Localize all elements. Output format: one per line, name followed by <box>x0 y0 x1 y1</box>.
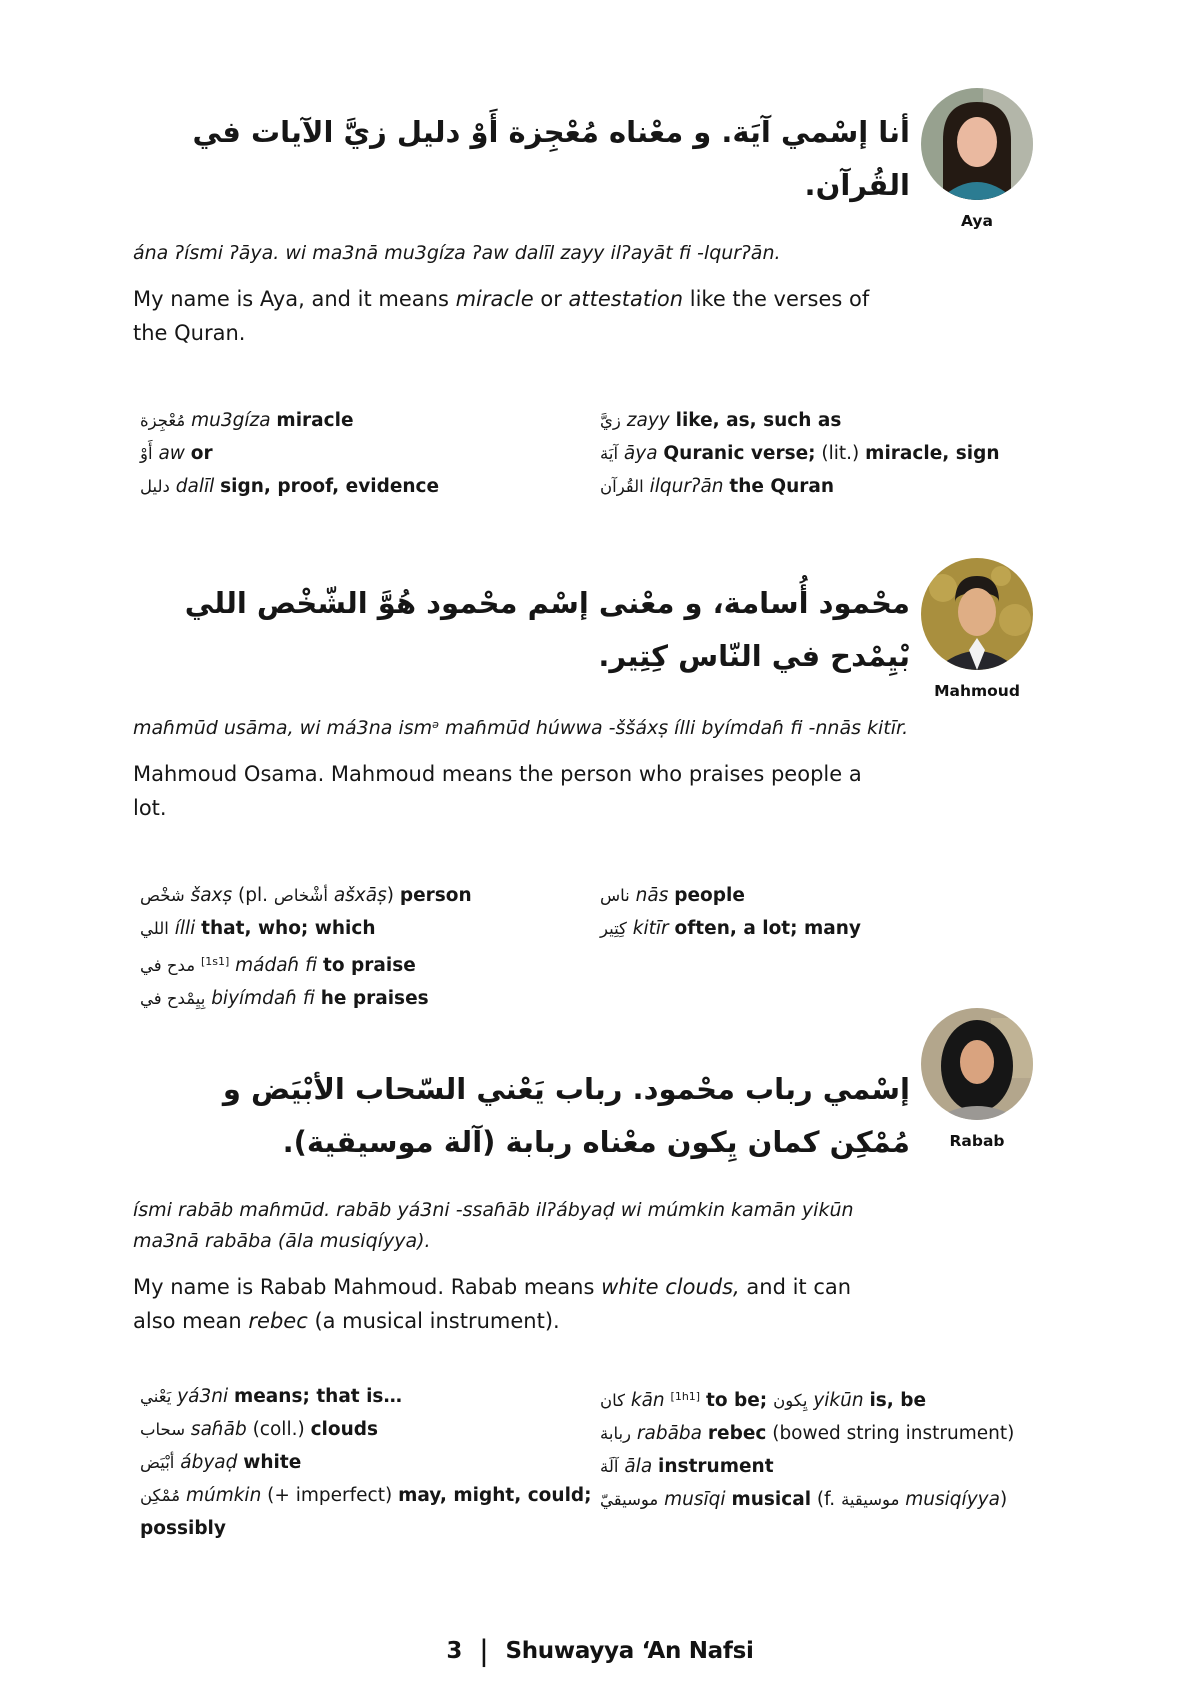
text-segment: ána ʔísmi ʔāya. wi ma3nā mu3gíza ʔaw dalīl zayy ilʔayāt fi -lqurʔān. <box>133 242 781 264</box>
text-segment: means; that is… <box>233 1386 402 1407</box>
vocab-row <box>600 879 1065 912</box>
page-number: 3 <box>446 1638 463 1664</box>
vocab-column-left <box>140 879 600 1015</box>
text-segment: attestation <box>568 287 684 311</box>
vocab-row <box>140 470 592 503</box>
arabic-term: بِيِمْدح في <box>140 989 206 1008</box>
text-segment: (pl. <box>238 885 274 906</box>
arabic-term: شخْص <box>140 886 185 905</box>
vocab-row <box>140 1413 592 1446</box>
text-segment: biyímdaɦ fi <box>205 988 321 1009</box>
vocab-column-right <box>600 404 1065 503</box>
text-segment: yikūn <box>807 1390 870 1411</box>
rabab-photo <box>921 1008 1033 1120</box>
vocab-list <box>133 404 1065 503</box>
vocab-row <box>600 1417 1065 1450</box>
arabic-term: يَعْني <box>140 1387 172 1406</box>
english-translation <box>133 1270 873 1338</box>
english-translation <box>133 757 873 825</box>
text-segment: the Quran <box>729 476 835 497</box>
arabic-term: كان <box>600 1391 625 1410</box>
text-segment: rebec <box>248 1309 308 1333</box>
text-segment: and it can also mean <box>133 1275 852 1333</box>
profile-aya <box>909 88 1045 230</box>
vocab-column-right <box>600 1380 1065 1545</box>
text-segment: maɦmūd usāma, wi má3na ism <box>133 717 433 739</box>
transliteration <box>133 1195 923 1257</box>
arabic-term: سحاب <box>140 1420 186 1439</box>
mahmoud-portrait-illustration <box>921 558 1033 670</box>
text-segment: person <box>399 885 472 906</box>
arabic-term: آلَة <box>600 1457 619 1476</box>
text-segment: (+ imperfect) <box>267 1485 399 1506</box>
text-segment: rabāba <box>631 1423 708 1444</box>
text-segment: šaxṣ <box>184 885 239 906</box>
vocab-row <box>140 912 592 945</box>
text-segment: ísmi rabāb maɦmūd. rabāb yá3ni -ssaɦāb ilʔábyaḍ wi múmkin kamān yikūn ma3nā rabāba (āla musiqíyya). <box>133 1199 854 1252</box>
mahmoud-photo <box>921 558 1033 670</box>
vocab-list <box>133 1380 1065 1545</box>
arabic-term: موسيقيّ <box>600 1490 659 1509</box>
aya-photo <box>921 88 1033 200</box>
arabic-term: ناس <box>600 886 630 905</box>
vocab-column-left <box>140 404 600 503</box>
text-segment: kitīr <box>626 918 675 939</box>
arabic-term: مدح في <box>140 956 196 975</box>
text-segment: ílli <box>168 918 202 939</box>
text-segment: saɦāb <box>185 1419 253 1440</box>
text-segment: (lit.) <box>815 443 866 464</box>
arabic-term: موسيقية <box>841 1490 900 1509</box>
text-segment: musīqi <box>658 1489 732 1510</box>
text-segment: musiqíyya <box>899 1489 1000 1510</box>
vocab-row <box>600 437 1065 470</box>
vocab-row <box>600 1380 1065 1417</box>
vocab-row <box>600 912 1065 945</box>
text-segment: like, as, such as <box>675 410 842 431</box>
transliteration <box>133 709 923 744</box>
text-segment: or <box>190 443 213 464</box>
text-segment: ábyaḍ <box>174 1452 244 1473</box>
text-segment: Quranic verse; <box>663 443 816 464</box>
vocab-row <box>140 1380 592 1413</box>
vocab-row <box>140 1446 592 1479</box>
text-segment: Mahmoud Osama. Mahmoud means the person who praises people a lot. <box>133 762 862 820</box>
vocab-column-right <box>600 879 1065 1015</box>
profile-rabab <box>909 1008 1045 1150</box>
text-segment: zayy <box>620 410 676 431</box>
text-segment: My name is Rabab Mahmoud. Rabab means <box>133 1275 602 1299</box>
text-segment: miracle, sign <box>865 443 1000 464</box>
text-segment: ašxāṣ <box>327 885 387 906</box>
text-segment: ə <box>432 718 439 731</box>
vocab-list <box>133 879 1065 1015</box>
text-segment: (f. <box>811 1489 842 1510</box>
arabic-term: آيَة <box>600 444 619 463</box>
text-segment: aw <box>152 443 191 464</box>
vocab-column-left <box>140 1380 600 1545</box>
text-segment: yá3ni <box>171 1386 234 1407</box>
text-segment: often, a lot; many <box>674 918 861 939</box>
text-segment: clouds <box>310 1419 379 1440</box>
text-segment: white clouds, <box>601 1275 740 1299</box>
vocab-row <box>140 879 592 912</box>
text-segment: that, who; which <box>201 918 376 939</box>
vocab-row <box>600 470 1065 503</box>
vocab-row <box>140 1479 592 1545</box>
text-segment: āya <box>618 443 664 464</box>
text-segment: to be; <box>706 1390 768 1411</box>
text-segment: āla <box>618 1456 659 1477</box>
text-segment: may, might, could; possibly <box>140 1485 592 1539</box>
english-translation <box>133 282 873 350</box>
arabic-sentence: إسْمي رباب محْمود. رباب يَعْني السّحاب الأبْيَض و مُمْكِن كمان يِكون معْناه ربابة (آلة موسيقية). <box>222 1072 910 1159</box>
arabic-term: زيَّ <box>600 411 621 430</box>
text-segment: rebec <box>707 1423 767 1444</box>
text-segment: maɦmūd húwwa -ššáxṣ ílli byímdaɦ fi -nnās kitīr. <box>438 717 909 739</box>
text-segment: sign, proof, evidence <box>220 476 440 497</box>
profile-mahmoud <box>909 558 1045 700</box>
aya-portrait-illustration <box>921 88 1033 200</box>
text-segment: miracle <box>276 410 354 431</box>
book-title: Shuwayya ‘An Nafsi <box>505 1638 754 1664</box>
rabab-portrait-illustration <box>921 1008 1033 1120</box>
text-segment: like the verses of the Quran. <box>133 287 870 345</box>
text-segment: ) <box>386 885 400 906</box>
text-segment: people <box>674 885 745 906</box>
text-segment: múmkin <box>180 1485 268 1506</box>
arabic-term: مُمْكِن <box>140 1486 181 1505</box>
arabic-sentence: محْمود أُسامة، و معْنى إسْم محْمود هُوَّ الشّخْص اللي بْيِمْدح في النّاس كِتِير. <box>184 586 910 673</box>
arabic-term: مُعْجِزة <box>140 411 186 430</box>
vocab-row <box>140 404 592 437</box>
arabic-term: أشْخاص <box>273 886 328 905</box>
text-segment: ) <box>999 1489 1008 1510</box>
vocab-row <box>140 982 592 1015</box>
text-segment: or <box>533 287 569 311</box>
text-segment: instrument <box>658 1456 774 1477</box>
text-segment: to praise <box>323 955 416 976</box>
text-segment: kān <box>625 1390 671 1411</box>
text-segment: white <box>243 1452 302 1473</box>
arabic-term: كِتِير <box>600 919 627 938</box>
vocab-row <box>600 1483 1065 1516</box>
text-segment: mu3gíza <box>185 410 277 431</box>
text-segment: mádaɦ fi <box>229 955 324 976</box>
vocab-row <box>140 945 592 982</box>
profile-name: Mahmoud <box>934 682 1020 700</box>
arabic-term: دليل <box>140 477 170 496</box>
vocab-row <box>140 437 592 470</box>
vocab-row <box>600 1450 1065 1483</box>
arabic-sentence: أنا إسْمي آيَة. و معْناه مُعْجِزة أَوْ دليل زيَّ الآيات في القُرآن. <box>192 115 910 202</box>
text-segment: (coll.) <box>252 1419 311 1440</box>
text-segment: ilqurʔān <box>643 476 730 497</box>
text-segment: My name is Aya, and it means <box>133 287 456 311</box>
arabic-term: يِكون <box>773 1391 808 1410</box>
arabic-term: القُرآن <box>600 477 644 496</box>
page-footer <box>0 1634 1200 1668</box>
text-segment: [1s1] <box>200 955 230 968</box>
arabic-term: أَوْ <box>140 444 153 463</box>
arabic-term: ربابة <box>600 1424 632 1443</box>
text-segment: nās <box>629 885 675 906</box>
text-segment: miracle <box>455 287 534 311</box>
profile-name: Aya <box>960 212 993 230</box>
vocab-row <box>600 404 1065 437</box>
arabic-term: اللي <box>140 919 169 938</box>
text-segment: (bowed string instrument) <box>766 1423 1015 1444</box>
text-segment: (a musical instrument). <box>307 1309 560 1333</box>
text-segment: [1h1] <box>670 1390 701 1403</box>
arabic-term: أبْيَض <box>140 1453 175 1472</box>
text-segment: musical <box>731 1489 812 1510</box>
text-segment: is, be <box>869 1390 927 1411</box>
text-segment: he praises <box>320 988 429 1009</box>
text-segment: dalīl <box>169 476 221 497</box>
footer-separator: | <box>479 1634 489 1668</box>
profile-name: Rabab <box>949 1132 1005 1150</box>
transliteration <box>133 238 923 269</box>
